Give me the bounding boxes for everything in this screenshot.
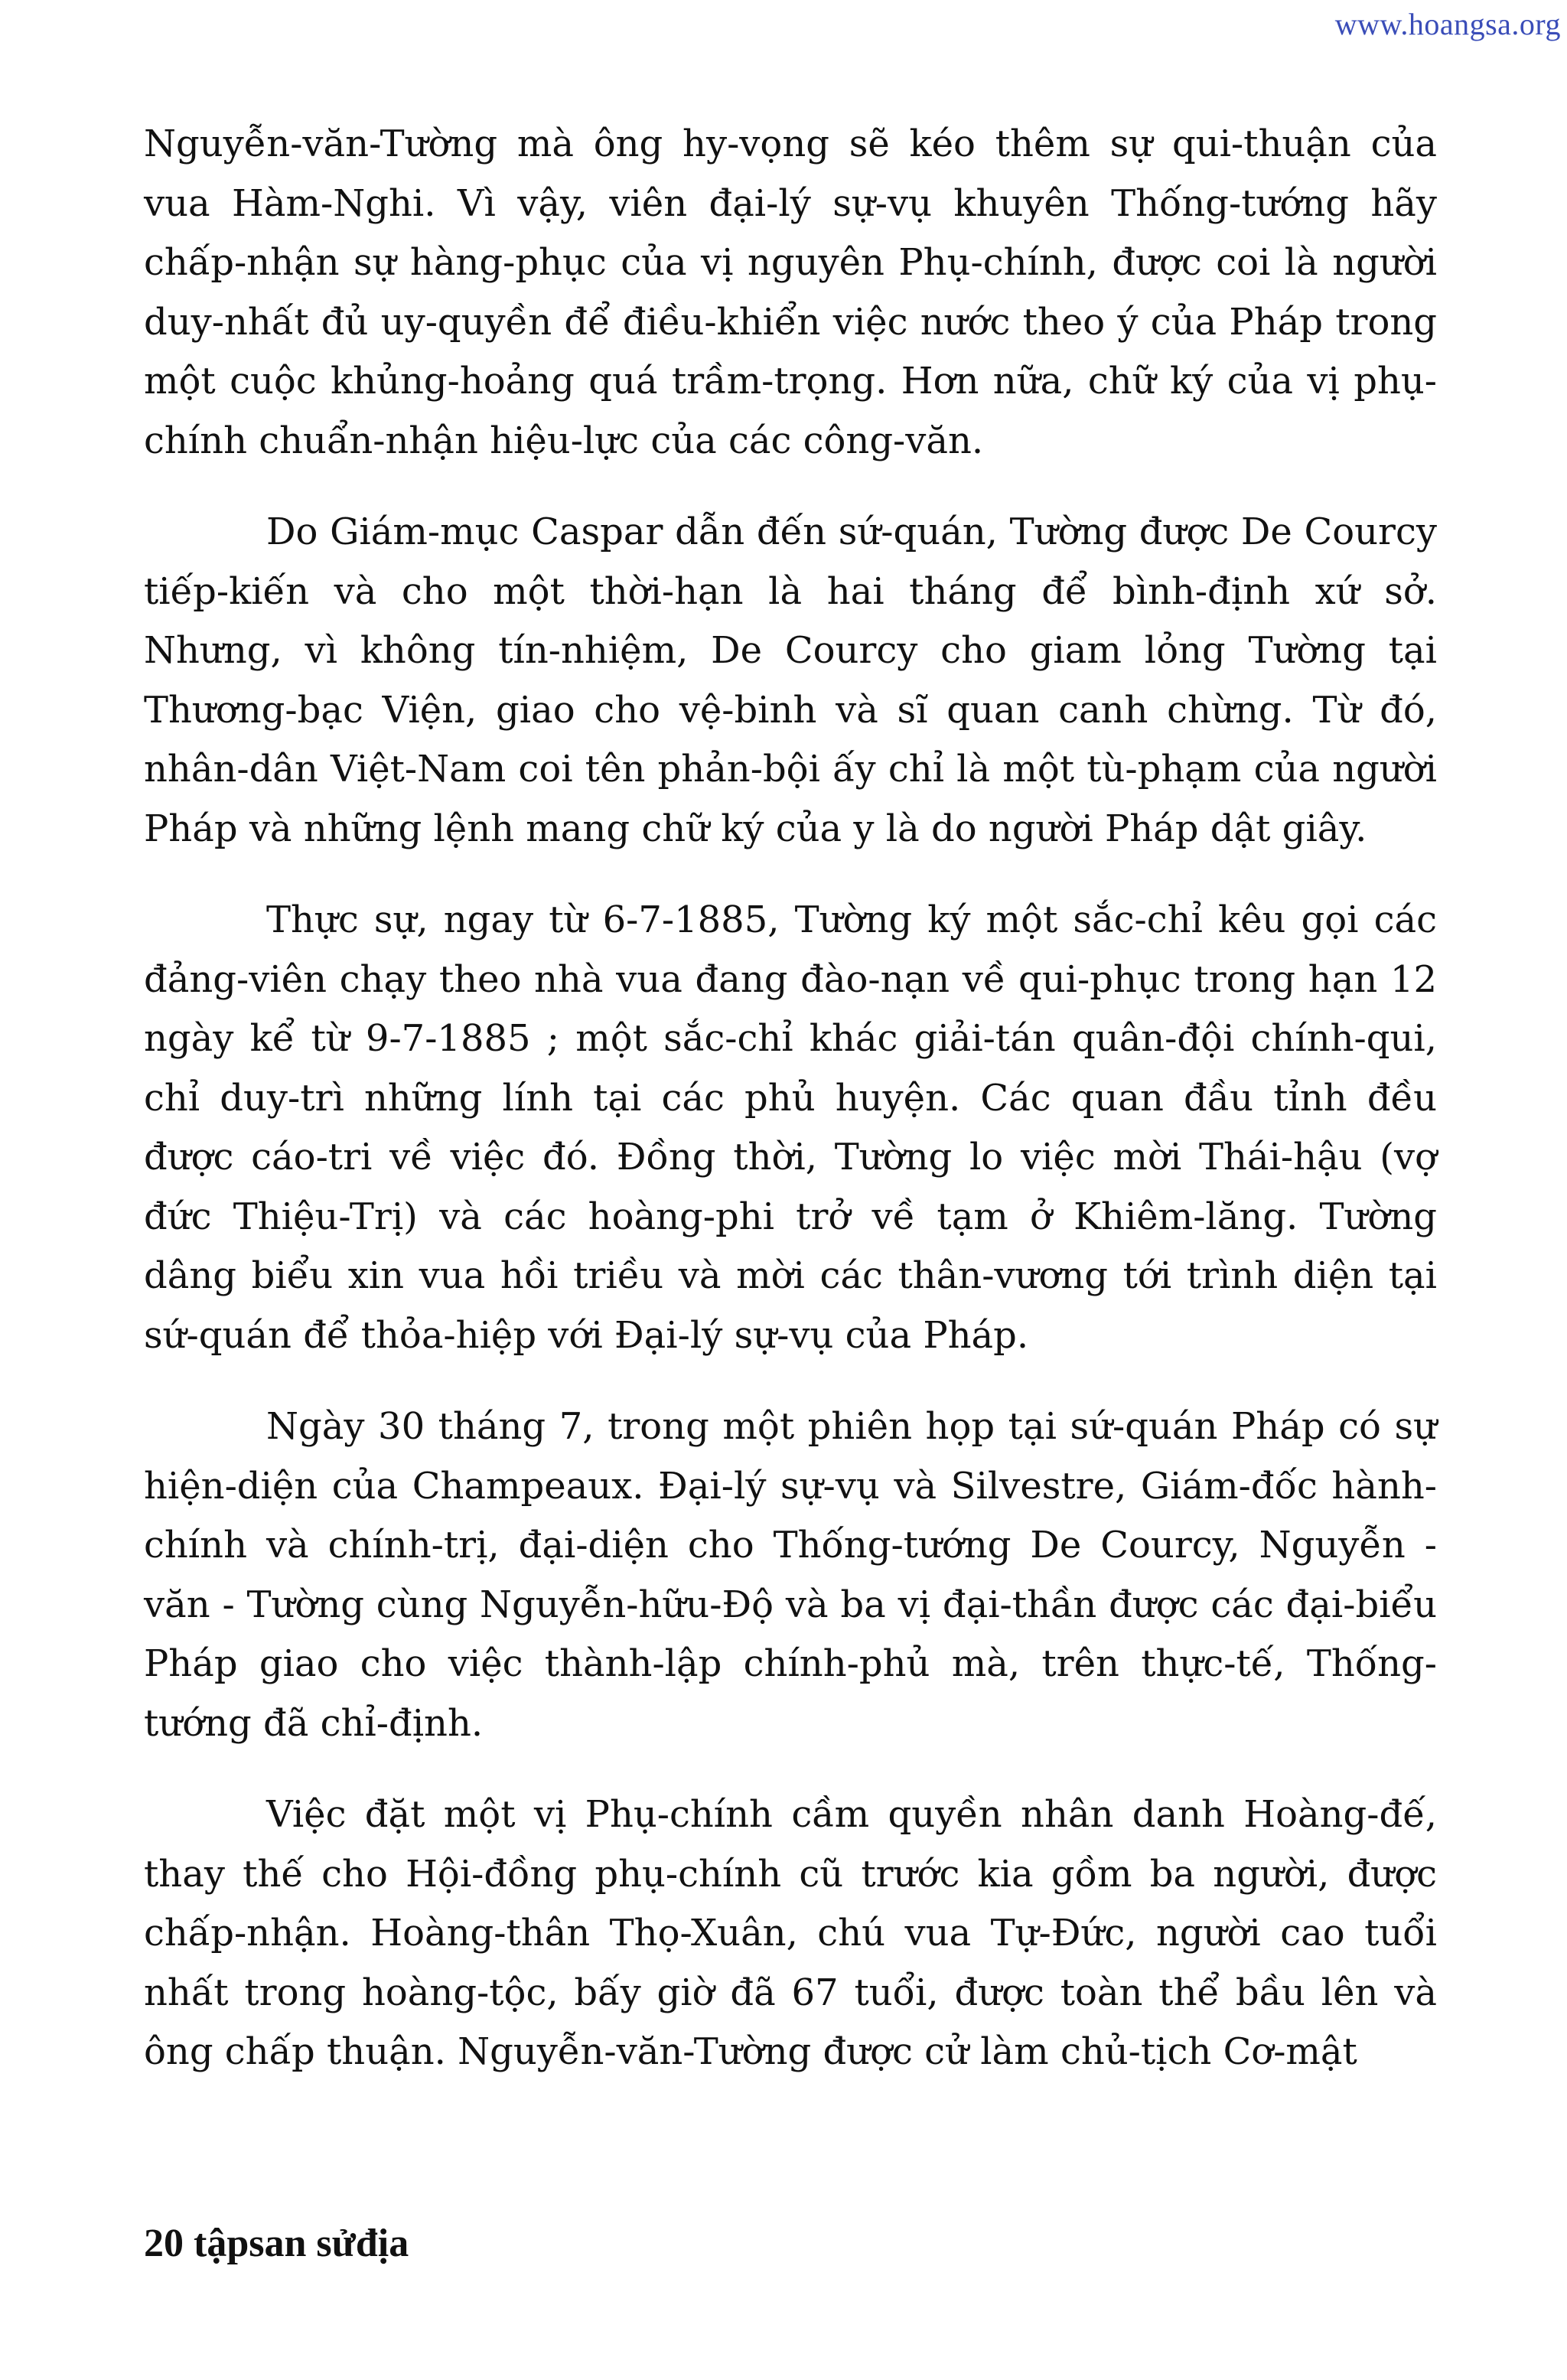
paragraph-1: Nguyễn-văn-Tường mà ông hy-vọng sẽ kéo thêm sự qui-thuận của vua Hàm-Nghi. Vì vậy, viên đại-lý sự-vụ khuyên Thống-tướng hãy chấp-nhận sự hàng-phục của vị nguyên Phụ-chính, được coi là người duy-nhất đủ uy-quyền để điều-khiển việc nước theo ý của Pháp trong một cuộc khủng-hoảng quá trầm-trọng. Hơn nữa, chữ ký của vị phụ-chính chuẩn-nhận hiệu-lực của các công-văn.: [144, 122, 1437, 462]
paragraph-3: Thực sự, ngay từ 6-7-1885, Tường ký một sắc-chỉ kêu gọi các đảng-viên chạy theo nhà vua đang đào-nạn về qui-phục trong hạn 12 ngày kể từ 9-7-1885 ; một sắc-chỉ khác giải-tán quân-đội chính-qui, chỉ duy-trì những lính tại các phủ huyện. Các quan đầu tỉnh đều được cáo-tri về việc đó. Đồng thời, Tường lo việc mời Thái-hậu (vợ đức Thiệu-Trị) và các hoàng-phi trở về tạm ở Khiêm-lăng. Tường dâng biểu xin vua hồi triều và mời các thân-vương tới trình diện tại sứ-quán để thỏa-hiệp với Đại-lý sự-vụ của Pháp.: [144, 898, 1437, 1357]
watermark-url: www.hoangsa.org: [1334, 7, 1561, 41]
page-body: [144, 115, 1437, 2082]
paragraph-2: Do Giám-mục Caspar dẫn đến sứ-quán, Tường được De Courcy tiếp-kiến và cho một thời-hạn là hai tháng để bình-định xứ sở. Nhưng, vì không tín-nhiệm, De Courcy cho giam lỏng Tường tại Thương-bạc Viện, giao cho vệ-binh và sĩ quan canh chừng. Từ đó, nhân-dân Việt-Nam coi tên phản-bội ấy chỉ là một tù-phạm của người Pháp và những lệnh mang chữ ký của y là do người Pháp dật giây.: [144, 510, 1437, 850]
paragraph-4: Ngày 30 tháng 7, trong một phiên họp tại sứ-quán Pháp có sự hiện-diện của Champeaux. Đại-lý sự-vụ và Silvestre, Giám-đốc hành-chính và chính-trị, đại-diện cho Thống-tướng De Courcy, Nguyễn - văn - Tường cùng Nguyễn-hữu-Độ và ba vị đại-thần được các đại-biểu Pháp giao cho việc thành-lập chính-phủ mà, trên thực-tế, Thống-tướng đã chỉ-định.: [144, 1405, 1437, 1745]
page-footer: 20 tậpsan sửđịa: [144, 2222, 409, 2265]
paragraph-5: Việc đặt một vị Phụ-chính cầm quyền nhân danh Hoàng-đế, thay thế cho Hội-đồng phụ-chính cũ trước kia gồm ba người, được chấp-nhận. Hoàng-thân Thọ-Xuân, chú vua Tự-Đức, người cao tuổi nhất trong hoàng-tộc, bấy giờ đã 67 tuổi, được toàn thể bầu lên và ông chấp thuận. Nguyễn-văn-Tường được cử làm chủ-tịch Cơ-mật: [144, 1793, 1437, 2073]
